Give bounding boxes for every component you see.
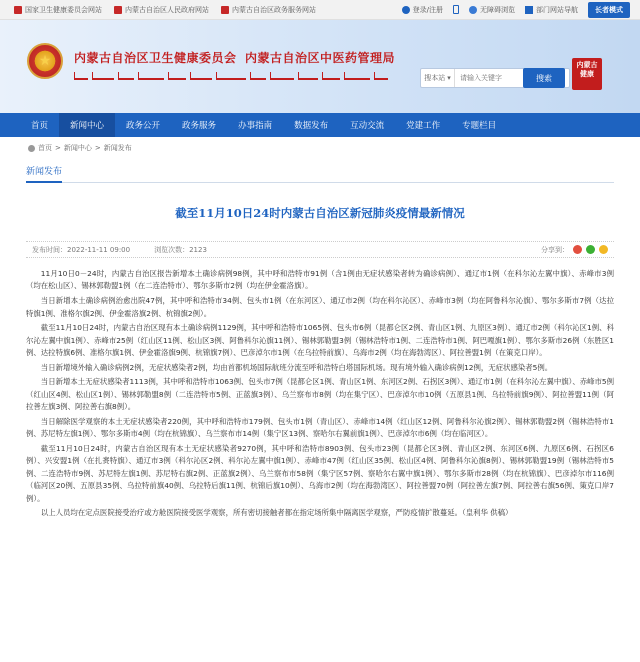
chevron-down-icon: ▾ (447, 74, 451, 82)
article-paragraph: 以上人员均在定点医院接受治疗或方舱医院接受医学观察，所有密切接触者都在指定场所集中隔离医学观察，严防疫情扩散蔓延。（皇利华 供稿） (40, 508, 513, 518)
user-icon (402, 6, 410, 14)
qzone-share-icon[interactable] (599, 245, 608, 254)
nav-service[interactable]: 政务服务 (182, 121, 217, 131)
accessibility-icon (469, 6, 477, 14)
link-gov[interactable] (114, 5, 209, 15)
breadcrumb-home[interactable]: 首页 (38, 144, 52, 152)
share-label: 分享到： (541, 245, 569, 254)
publish-time (32, 245, 130, 255)
search-button[interactable]: 搜索 (523, 68, 565, 88)
top-actions (402, 2, 630, 18)
mobile-link[interactable] (453, 5, 459, 14)
view-count (154, 245, 207, 255)
health-seal-logo: 内蒙古健康 (572, 58, 602, 90)
article-title: 截至11月10日24时内蒙古自治区新冠肺炎疫情最新情况 (175, 206, 465, 220)
breadcrumb-release[interactable]: 新闻发布 (103, 144, 132, 152)
publish-value: 2022-11-11 09:00 (67, 245, 131, 254)
header-banner (0, 20, 640, 113)
login-label: 登录/注册 (412, 5, 443, 14)
breadcrumb-news[interactable]: 新闻中心 (63, 144, 92, 152)
weibo-share-icon[interactable] (573, 245, 582, 254)
article-paragraph: 截至11月10日24时，内蒙古自治区现有本土确诊病例1129例，其中呼和浩特市1065例、包头市6例（昆都仑区2例、青山区1例、九原区3例）、通辽市2例（科尔沁区1例、科尔沁左翼中旗1例）、赤峰市25例（红山区11例、松山区3例、阿鲁科尔沁旗11例）、锡林郭勒盟3例（锡林浩特市1例、二连浩特市1例、阿巴嘎旗1例）、鄂尔多斯市26例（东胜区1例、达拉特旗6例、准格尔旗1例、伊金霍洛旗9例、杭锦旗7例）、巴彦淖尔市1例（在乌拉特前旗）、乌海市2例（均在海勃湾区）、阿拉善盟1例（在策克口岸）。 (26, 323, 614, 358)
nav-data[interactable]: 数据发布 (294, 121, 329, 131)
nav-topics[interactable]: 专题栏目 (462, 121, 497, 131)
link-service-label: 内蒙古自治区政务服务网站 (232, 5, 316, 14)
main-nav (0, 113, 640, 137)
article-paragraph: 11月10日0－24时，内蒙古自治区报告新增本土确诊病例98例，其中呼和浩特市91例（含1例由无症状感染者转为确诊病例）、通辽市1例（在科尔沁左翼中旗）、赤峰市3例（均在松山区）、锡林郭勒盟1例（在二连浩特市）、鄂尔多斯市2例（均在伊金霍洛旗）。 (26, 269, 614, 291)
article-paragraph: 当日解除医学观察的本土无症状感染者220例，其中呼和浩特市179例、包头市1例（青山区）、赤峰市14例（红山区12例、阿鲁科尔沁旗2例）、锡林郭勒盟2例（锡林浩特市1例、苏尼特左旗1例）、鄂尔多斯市4例（均在杭锦旗）、乌兰察布市14例（集宁区13例、察哈尔右翼前旗1例）、巴彦淖尔市6例（均在临河区）。 (26, 416, 614, 439)
dept-nav-link[interactable] (525, 5, 578, 15)
wechat-share-icon[interactable] (586, 245, 595, 254)
site-title-medicine[interactable]: 内蒙古自治区中医药管理局 (245, 51, 396, 65)
breadcrumb-separator: > (55, 144, 61, 152)
article-body (26, 268, 614, 520)
site-title-health[interactable]: 内蒙古自治区卫生健康委员会 (74, 51, 237, 65)
national-emblem-icon (27, 43, 63, 79)
nav-public[interactable]: 政务公开 (126, 121, 161, 131)
home-icon (14, 6, 22, 14)
views-label: 浏览次数： (154, 245, 190, 254)
link-gov-label: 内蒙古自治区人民政府网站 (125, 5, 209, 14)
nav-guide[interactable]: 办事指南 (238, 121, 273, 131)
section-title: 新闻发布 (26, 164, 62, 183)
section-header (26, 161, 614, 183)
link-service[interactable] (221, 5, 316, 15)
article-paragraph: 当日新增境外输入确诊病例2例，无症状感染者2例，均由首都机场国际航班分流至呼和浩特白塔国际机场。现有境外输入确诊病例12例，无症状感染者5例。 (40, 362, 553, 372)
article-paragraph: 当日新增本土无症状感染者1113例，其中呼和浩特市1063例、包头市7例（昆都仑区1例、青山区1例、东河区2例、石拐区3例）、通辽市1例（在科尔沁左翼中旗）、赤峰市5例（红山区4例、松山区1例）、锡林郭勒盟8例（二连浩特市5例、正蓝旗3例）、乌兰察布市8例（均在集宁区）、巴彦淖尔市10例（五原县1例、乌拉特前旗9例）、阿拉善盟11例（阿拉善左旗3例、阿拉善右旗8例）。 (26, 377, 614, 412)
link-nhc-label: 国家卫生健康委员会网站 (25, 5, 102, 14)
home-icon (221, 6, 229, 14)
publish-label: 发布时间： (32, 245, 67, 254)
top-utility-bar (0, 0, 640, 20)
accessibility-link[interactable] (469, 5, 515, 15)
dept-nav-label: 部门网站导航 (536, 5, 578, 14)
mongolian-script-title (74, 72, 404, 82)
views-value: 2123 (189, 245, 207, 254)
article-paragraph: 当日新增本土确诊病例治愈出院47例，其中呼和浩特市34例、包头市1例（在东河区）、通辽市2例（均在科尔沁区）、赤峰市3例（均在阿鲁科尔沁旗）、鄂尔多斯市7例（达拉特旗1例、准格尔旗2例、伊金霍洛旗2例、杭锦旗2例）。 (26, 296, 614, 318)
home-icon (114, 6, 122, 14)
nav-news[interactable]: 新闻中心 (59, 113, 115, 137)
accessibility-label: 无障碍浏览 (480, 5, 515, 14)
grid-icon (525, 6, 533, 14)
nav-interact[interactable]: 互动交流 (350, 121, 385, 131)
elder-mode-button[interactable]: 长者模式 (588, 2, 630, 18)
link-nhc[interactable] (14, 5, 102, 15)
login-link[interactable] (402, 5, 443, 15)
nav-home[interactable]: 首页 (31, 121, 49, 131)
breadcrumb-separator: > (94, 144, 101, 152)
nav-party[interactable]: 党建工作 (406, 121, 441, 131)
search-scope-label: 搜本站 (424, 74, 446, 82)
search-scope-select[interactable] (421, 69, 455, 87)
article-paragraph: 截至11月10日24时，内蒙古自治区现有本土无症状感染者9270例，其中呼和浩特市8903例、包头市23例（昆都仑区3例、青山区2例、东河区6例、九原区6例、石拐区6例）、兴安盟1例（在扎赉特旗）、通辽市3例（科尔沁区2例、科尔沁左翼中旗1例）、赤峰市47例（红山区35例、松山区4例、阿鲁科尔沁旗8例）、锡林郭勒盟19例（锡林浩特市5例、二连浩特市9例、苏尼特左旗1例、苏尼特右旗2例、正蓝旗2例）、乌兰察布市58例（集宁区57例、察哈尔右翼中旗1例）、鄂尔多斯市28例（均在杭锦旗）、巴彦淖尔市116例（临河区20例、五原县35例、乌拉特前旗40例、乌拉特后旗11例、杭锦后旗10例）、乌海市2例（均在海勃湾区）、阿拉善盟70例（阿拉善左旗7例、阿拉善右旗56例、策克口岸7例）。 (26, 444, 614, 503)
breadcrumb (0, 137, 640, 159)
share-bar (541, 245, 608, 255)
location-icon (28, 145, 35, 152)
top-links (14, 5, 316, 15)
article-meta (26, 241, 614, 258)
mobile-icon (453, 5, 459, 14)
